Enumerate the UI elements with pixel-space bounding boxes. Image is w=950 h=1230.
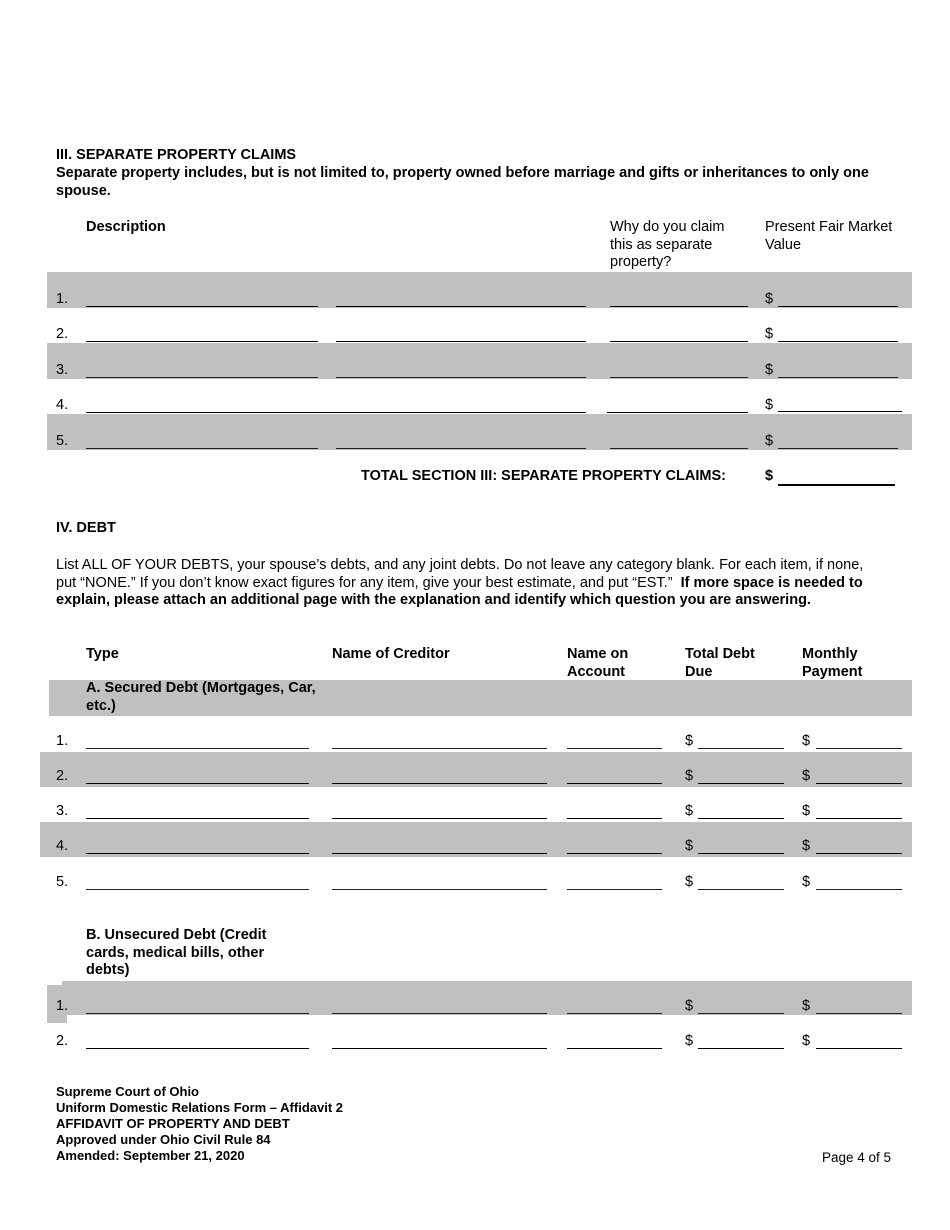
- row-shade: [40, 752, 912, 787]
- description-field-b[interactable]: [336, 341, 586, 342]
- monthly-payment-field[interactable]: [816, 889, 902, 890]
- section3-title: III. SEPARATE PROPERTY CLAIMS: [56, 147, 297, 163]
- currency-symbol: $: [685, 874, 694, 890]
- monthly-payment-field[interactable]: [816, 748, 902, 749]
- description-field-b[interactable]: [336, 448, 586, 449]
- value-field[interactable]: [778, 341, 898, 342]
- description-field-a[interactable]: [86, 341, 318, 342]
- account-field[interactable]: [567, 1013, 662, 1014]
- currency-symbol: $: [685, 803, 694, 819]
- col-account-header: Name on Account: [567, 646, 629, 680]
- type-field[interactable]: [86, 783, 309, 784]
- page-number: Page 4 of 5: [822, 1150, 892, 1165]
- col-value-header: Present Fair Market Value: [765, 219, 893, 253]
- account-field[interactable]: [567, 748, 662, 749]
- footer-form-name: Uniform Domestic Relations Form – Affidavit 2: [56, 1100, 344, 1115]
- creditor-field[interactable]: [332, 1013, 547, 1014]
- row-number: 4.: [56, 397, 69, 413]
- total-debt-field[interactable]: [698, 818, 784, 819]
- currency-symbol: $: [802, 803, 811, 819]
- account-field[interactable]: [567, 818, 662, 819]
- currency-symbol: $: [685, 768, 694, 784]
- currency-symbol: $: [802, 1033, 811, 1049]
- row-number: 2.: [56, 768, 69, 784]
- footer: [56, 1084, 343, 1164]
- value-field[interactable]: [778, 411, 902, 412]
- row-shade: [47, 343, 912, 379]
- description-field[interactable]: [86, 412, 586, 413]
- row-number: 3.: [56, 362, 69, 378]
- col-type-header: Type: [86, 646, 119, 662]
- creditor-field[interactable]: [332, 1048, 547, 1049]
- footer-affidavit-title: AFFIDAVIT OF PROPERTY AND DEBT: [56, 1116, 290, 1131]
- description-field-a[interactable]: [86, 306, 318, 307]
- description-field-a[interactable]: [86, 448, 318, 449]
- row-number: 3.: [56, 803, 69, 819]
- currency-symbol: $: [685, 1033, 694, 1049]
- row-number: 5.: [56, 433, 69, 449]
- type-field[interactable]: [86, 818, 309, 819]
- instructions-bold: If more space is needed to explain, please attach an additional page with the explanation and identify which question you are answering.: [56, 574, 863, 608]
- footer-amended-date: Amended: September 21, 2020: [56, 1148, 245, 1163]
- footer-approval: Approved under Ohio Civil Rule 84: [56, 1132, 271, 1147]
- why-field[interactable]: [610, 306, 748, 307]
- monthly-payment-field[interactable]: [816, 1048, 902, 1049]
- currency-symbol: $: [685, 838, 694, 854]
- monthly-payment-field[interactable]: [816, 783, 902, 784]
- row-number: 5.: [56, 874, 69, 890]
- instructions-plain: List ALL OF YOUR DEBTS, your spouse’s debts, and any joint debts. Do not leave any category blank. For each item, if none, put “NONE.” If you don’t know exact figures for any item, give your best estimate, and put “EST.”: [56, 557, 864, 591]
- why-field[interactable]: [610, 448, 748, 449]
- row-number: 4.: [56, 838, 69, 854]
- col-total-header: Total Debt Due: [685, 646, 755, 680]
- currency-symbol: $: [765, 397, 774, 413]
- col-why-header: Why do you claim this as separate property?: [610, 219, 725, 270]
- section4-title: IV. DEBT: [56, 520, 116, 536]
- row-number: 1.: [56, 291, 69, 307]
- row-number: 2.: [56, 326, 69, 342]
- why-field[interactable]: [610, 341, 748, 342]
- description-field-a[interactable]: [86, 377, 318, 378]
- type-field[interactable]: [86, 1013, 309, 1014]
- value-field[interactable]: [778, 306, 898, 307]
- type-field[interactable]: [86, 853, 309, 854]
- secured-debt-label: A. Secured Debt (Mortgages, Car, etc.): [86, 680, 316, 714]
- section3-total-field[interactable]: [778, 484, 895, 486]
- creditor-field[interactable]: [332, 818, 547, 819]
- unsecured-debt-label: B. Unsecured Debt (Credit cards, medical bills, other debts): [86, 927, 267, 978]
- currency-symbol: $: [765, 362, 774, 378]
- section3-total-label: TOTAL SECTION III: SEPARATE PROPERTY CLAIMS:: [361, 468, 726, 484]
- currency-symbol: $: [685, 733, 694, 749]
- row-number: 2.: [56, 1033, 69, 1049]
- account-field[interactable]: [567, 1048, 662, 1049]
- currency-symbol: $: [802, 768, 811, 784]
- value-field[interactable]: [778, 377, 898, 378]
- description-field-b[interactable]: [336, 377, 586, 378]
- value-field[interactable]: [778, 448, 898, 449]
- row-number: 1.: [56, 998, 69, 1014]
- section3-subtitle: Separate property includes, but is not limited to, property owned before marriage and gifts or inheritances to only one spouse.: [56, 165, 869, 199]
- creditor-field[interactable]: [332, 889, 547, 890]
- account-field[interactable]: [567, 889, 662, 890]
- currency-symbol: $: [802, 998, 811, 1014]
- total-debt-field[interactable]: [698, 889, 784, 890]
- row-shade: [47, 272, 912, 308]
- creditor-field[interactable]: [332, 783, 547, 784]
- currency-symbol: $: [802, 874, 811, 890]
- creditor-field[interactable]: [332, 748, 547, 749]
- monthly-payment-field[interactable]: [816, 1013, 902, 1014]
- why-field[interactable]: [607, 412, 748, 413]
- total-debt-field[interactable]: [698, 748, 784, 749]
- type-field[interactable]: [86, 748, 309, 749]
- monthly-payment-field[interactable]: [816, 853, 902, 854]
- type-field[interactable]: [86, 889, 309, 890]
- account-field[interactable]: [567, 853, 662, 854]
- row-shade: [40, 822, 912, 857]
- currency-symbol: $: [765, 291, 774, 307]
- why-field[interactable]: [610, 377, 748, 378]
- col-monthly-header: Monthly Payment: [802, 646, 863, 680]
- col-creditor-header: Name of Creditor: [332, 646, 450, 662]
- currency-symbol: $: [765, 433, 774, 449]
- total-debt-field[interactable]: [698, 783, 784, 784]
- row-number: 1.: [56, 733, 69, 749]
- currency-symbol: $: [802, 733, 811, 749]
- col-description-header: Description: [86, 219, 166, 235]
- total-debt-field[interactable]: [698, 1013, 784, 1014]
- type-field[interactable]: [86, 1048, 309, 1049]
- total-debt-field[interactable]: [698, 853, 784, 854]
- section4-instructions: [56, 557, 886, 610]
- account-field[interactable]: [567, 783, 662, 784]
- monthly-payment-field[interactable]: [816, 818, 902, 819]
- row-shade: [62, 981, 912, 1015]
- currency-symbol: $: [802, 838, 811, 854]
- currency-symbol: $: [685, 998, 694, 1014]
- total-debt-field[interactable]: [698, 1048, 784, 1049]
- row-shade: [47, 414, 912, 450]
- currency-symbol: $: [765, 326, 774, 342]
- description-field-b[interactable]: [336, 306, 586, 307]
- total-currency-symbol: $: [765, 468, 774, 484]
- footer-court: Supreme Court of Ohio: [56, 1084, 199, 1099]
- creditor-field[interactable]: [332, 853, 547, 854]
